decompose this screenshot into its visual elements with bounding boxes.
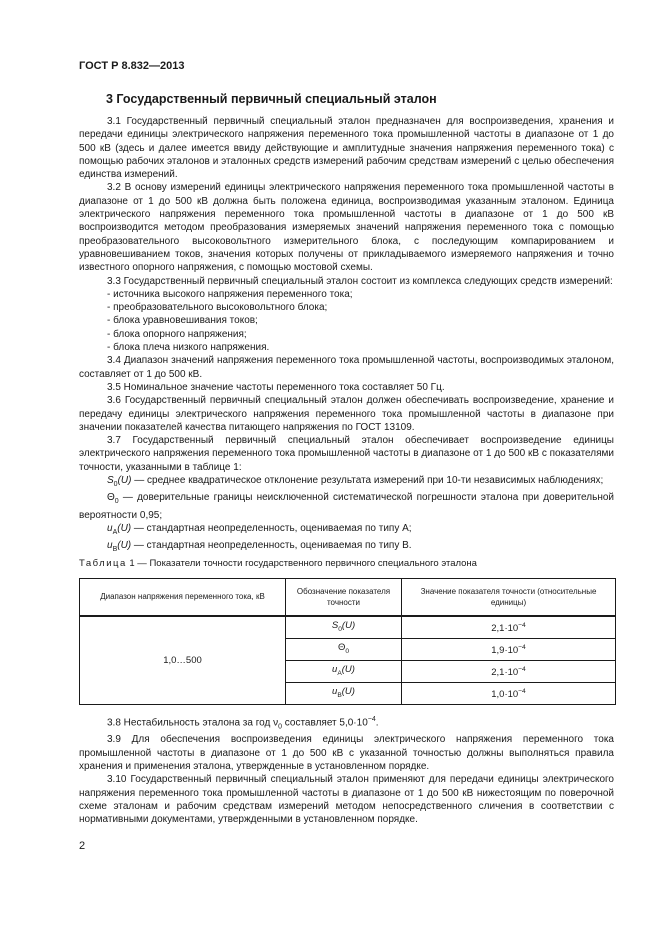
symbol-cell: $\Theta_0$ <box>286 638 402 660</box>
symbol-cell: $u_B(U)$ <box>286 682 402 704</box>
definition-ub: $u_B(U)$ — стандартная неопределенность, оцениваемая по типу В. <box>107 540 412 554</box>
section-title: 3 Государственный первичный специальный эталон <box>106 92 437 106</box>
accuracy-table <box>79 578 616 705</box>
page-number: 2 <box>79 840 86 852</box>
value-cell: $2,1\cdot 10^{-4}$ <box>402 660 616 682</box>
paragraph-3-6: 3.6 Государственный первичный специальный эталон должен обеспечивать воспроизведение, хранение и передачу единицы электрического напряжения переменного тока промышленной частоты в диапазоне при значении показателей качества питающего напряжения по ГОСТ 13109. <box>79 395 614 433</box>
body-text <box>79 115 614 827</box>
paragraph-3-5: 3.5 Номинальное значение частоты переменного тока составляет 50 Гц. <box>107 381 445 393</box>
paragraph-3-3: 3.3 Государственный первичный специальный эталон состоит из комплекса следующих средств измерений: <box>107 275 613 287</box>
list-item: - источника высокого напряжения переменного тока; <box>107 288 353 300</box>
header-range: Диапазон напряжения переменного тока, кВ <box>80 578 286 616</box>
paragraph-3-1: 3.1 Государственный первичный специальный эталон предназначен для воспроизведения, хранения и передачи единицы электрического напряжения переменного тока промышленной частоты в диапазоне от 1 до 500 кВ (здесь и далее имеется ввиду действующие и амплитудные значения напряжения переменного тока) с помощью рабочих эталонов и эталонных средств измерений рабочим средствам измерений с целью обеспечения единства измерений. <box>79 116 614 181</box>
paragraph-3-9: 3.9 Для обеспечения воспроизведения единицы электрического напряжения переменного тока промышленной частоты в диапазоне от 1 до 500 кВ с указанной точностью должны выполняться правила хранения и применения эталона, утвержденные в установленном порядке. <box>79 734 614 773</box>
list-item: - преобразовательного высоковольтного блока; <box>107 302 328 314</box>
list-item: - блока уравновешивания токов; <box>107 315 258 327</box>
table-row <box>80 616 616 639</box>
symbol-cell: $S_0(U)$ <box>286 616 402 639</box>
value-cell: $1,0\cdot 10^{-4}$ <box>402 682 616 704</box>
definition-s0: $S_0(U)$ — среднее квадратическое отклонение результата измерений при 10-ти независимых наблюдениях; <box>107 475 604 489</box>
symbol-cell: $u_A(U)$ <box>286 660 402 682</box>
list-item: - блока плеча низкого напряжения. <box>107 342 270 354</box>
paragraph-3-4: 3.4 Диапазон значений напряжения переменного тока промышленной частоты, воспроизводимых эталоном, составляет от 1 до 500 кВ. <box>79 355 614 380</box>
document-id: ГОСТ Р 8.832—2013 <box>79 60 185 72</box>
list-item: - блока опорного напряжения; <box>107 328 247 340</box>
header-value: Значение показателя точности (относительные единицы) <box>402 578 616 616</box>
header-symbol: Обозначение показателя точности <box>286 578 402 616</box>
paragraph-3-10: 3.10 Государственный первичный специальный эталон применяют для передачи единицы электрического напряжения переменного тока промышленной частоты в диапазоне от 1 до 500 кВ нижестоящим по поверочной схеме эталонам и рабочим средствам измерений методом непосредственного сличения в соответствии с нормативными документами, утвержденными в установленном порядке. <box>79 774 614 826</box>
value-cell: $2,1\cdot 10^{-4}$ <box>402 616 616 639</box>
range-cell: 1,0…500 <box>80 616 286 705</box>
paragraph-3-2: 3.2 В основу измерений единицы электрического напряжения переменного тока промышленной частоты в диапазоне от 1 до 500 кВ должна быть положена единица, воспроизводимая указанным эталоном. Единица электрического напряжения переменного тока промышленной частоты в диапазоне от 1 до 500 кВ воспроизводится методом преобразования измеряемых значений напряжения переменного тока с помощью преобразовательного высоковольтного измерительного блока, с последующим компарированием и уравновешиванием токов, значения которых получены от прикладываемого измеряемого напряжения и точно известного опорного напряжения, с помощью мостовой схемы. <box>79 182 614 274</box>
definition-ua: $u_A(U)$ — стандартная неопределенность, оцениваемая по типу А; <box>107 522 412 536</box>
value-cell: $1,9\cdot 10^{-4}$ <box>402 638 616 660</box>
paragraph-3-7: 3.7 Государственный первичный специальный эталон обеспечивает воспроизведение единицы электрического напряжения переменного тока промышленной частоты в диапазоне от 1 до 500 кВ с показателями точности, указанными в таблице 1: <box>79 435 614 473</box>
table-caption: Таблица 1 — Показатели точности государственного первичного специального эталона <box>79 557 477 569</box>
paragraph-3-8: 3.8 Нестабильность эталона за год $\nu_0$ составляет $5,0\cdot 10^{-4}$. <box>107 715 379 731</box>
definition-theta0: $\Theta_0$ — доверительные границы неисключенной систематической погрешности эталона при доверительной вероятности 0,95; <box>79 492 614 521</box>
